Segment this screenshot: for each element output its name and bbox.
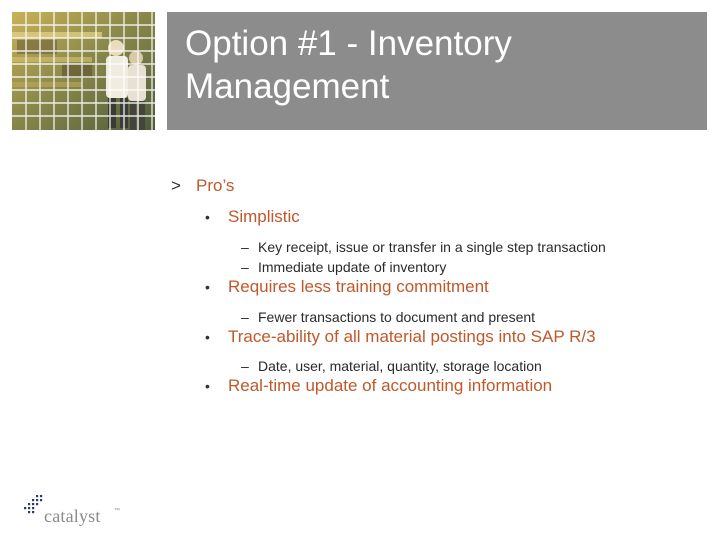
- arrow-marker-icon: >: [171, 176, 181, 195]
- outline-heading-text: Pro’s: [196, 176, 235, 195]
- dash-icon: –: [241, 259, 249, 275]
- logo-wordmark: catalyst: [44, 506, 101, 526]
- sub-point-text: Date, user, material, quantity, storage location: [258, 358, 542, 374]
- bullet-point-text: Simplistic: [228, 207, 300, 226]
- header-photo: [12, 12, 155, 130]
- dash-icon: –: [241, 239, 249, 255]
- company-logo: [22, 494, 122, 530]
- dot-grid-logo-icon: [24, 494, 46, 518]
- sub-point-text: Immediate update of inventory: [258, 259, 447, 275]
- slide-title: Option #1 - Inventory Management: [185, 24, 512, 106]
- dash-icon: –: [241, 358, 249, 374]
- bullet-icon: •: [205, 209, 210, 225]
- bullet-icon: •: [205, 279, 210, 295]
- bullet-point-text: Real-time update of accounting information: [228, 376, 553, 395]
- bullet-point-text: Requires less training commitment: [228, 277, 489, 296]
- bullet-point-text: Trace-ability of all material postings into SAP R/3: [228, 327, 596, 346]
- bullet-icon: •: [205, 378, 210, 394]
- bullet-icon: •: [205, 329, 210, 345]
- sub-point-text: Fewer transactions to document and present: [258, 309, 536, 325]
- dash-icon: –: [241, 309, 249, 325]
- logo-trademark: ™: [114, 508, 120, 514]
- sub-point-text: Key receipt, issue or transfer in a single step transaction: [258, 239, 606, 255]
